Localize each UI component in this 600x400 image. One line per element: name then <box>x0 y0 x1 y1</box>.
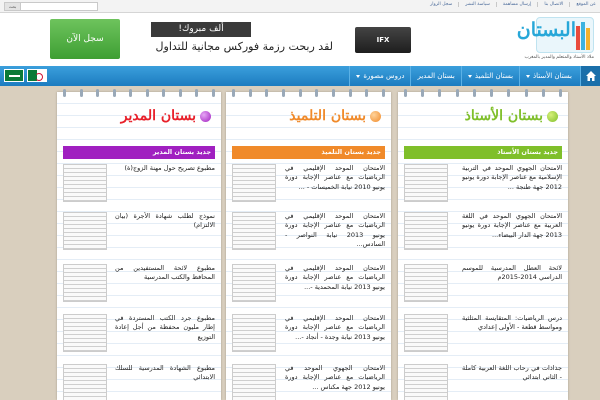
document-thumbnail[interactable] <box>404 314 448 352</box>
banner-subtitle: لقد ربحت رزمة فوركس مجانية للتداول <box>155 40 333 53</box>
saudi-flag-icon[interactable] <box>4 69 24 82</box>
list-item[interactable] <box>404 314 562 358</box>
document-thumbnail[interactable] <box>404 264 448 302</box>
list-item[interactable] <box>404 264 562 308</box>
top-link-policy[interactable]: سياسة النشر <box>465 2 497 7</box>
home-button[interactable] <box>580 66 600 86</box>
top-link-contact[interactable]: الاتصال بنا <box>544 2 570 7</box>
column-header: جديد بستان التلميذ <box>232 146 385 159</box>
column-title[interactable]: بستان الأستاذ <box>465 108 558 124</box>
list-item[interactable] <box>232 364 385 400</box>
nav-item-director[interactable] <box>410 66 460 86</box>
document-thumbnail[interactable] <box>232 314 276 352</box>
column-director <box>57 92 221 400</box>
entry-title[interactable]: لائحة العطل المدرسية للموسم الدراسي 2014-2015م <box>462 264 562 282</box>
entry-title[interactable]: مطبوع لائحة المستفيدين من المحافظ والكتب المدرسية <box>115 264 215 282</box>
logo-tagline: ملاذ الأستاذ والمتعلم والمدير بالمغرب <box>524 55 594 60</box>
entry-title[interactable]: نموذج لطلب شهادة الأجرة (بيان الالتزام) <box>115 212 215 230</box>
nav-item-label: دروس مصورة <box>363 72 405 80</box>
nav-item-student[interactable] <box>461 66 519 86</box>
orange-dot-icon <box>370 111 381 122</box>
document-thumbnail[interactable] <box>63 314 107 352</box>
green-dot-icon <box>547 111 558 122</box>
nav-item-teacher[interactable] <box>519 66 578 86</box>
top-bar <box>0 0 600 13</box>
home-icon <box>585 70 597 82</box>
document-thumbnail[interactable] <box>232 212 276 250</box>
search-input[interactable] <box>21 3 97 10</box>
ad-banner[interactable] <box>50 19 419 59</box>
algeria-flag-icon[interactable] <box>27 69 47 82</box>
chevron-down-icon <box>526 75 530 78</box>
entry-title[interactable]: الامتحان الجهوي الموحد في التربية الإسلامية مع عناصر الإجابة دورة يونيو 2012 جهة طنجة ... <box>462 164 562 191</box>
chevron-down-icon <box>468 75 472 78</box>
list-item[interactable] <box>232 164 385 208</box>
entry-title[interactable]: الامتحان الموحد الإقليمي في الرياضيات مع عناصر الإجابة دورة يونيو 2013 نيابة النواصر - السادس... <box>285 212 385 248</box>
top-link-about[interactable]: عن الموقع <box>576 2 596 7</box>
binder-rings <box>232 89 385 97</box>
nav-item-video-lessons[interactable] <box>349 66 410 86</box>
binder-rings <box>63 89 215 97</box>
list-item[interactable] <box>404 212 562 256</box>
search-button[interactable]: بحث <box>5 3 21 10</box>
nav-item-label: بستان الأستاذ <box>533 72 572 80</box>
document-thumbnail[interactable] <box>63 212 107 250</box>
entry-title[interactable]: الامتحان الموحد الإقليمي في الرياضيات مع عناصر الإجابة دورة يونيو 2013 نيابة وجدة - أنجاد -... <box>285 314 385 341</box>
purple-dot-icon <box>200 111 211 122</box>
banner-register-button[interactable]: سجل الآن <box>50 19 120 59</box>
entry-title[interactable]: مطبوع الشهادة المدرسية للسلك الابتدائي <box>115 364 215 382</box>
logo-text: البستان <box>516 19 576 41</box>
entry-title[interactable]: الامتحان الجهوي الموحد في الرياضيات مع عناصر الإجابة دورة يونيو 2012 جهة مكناس ... <box>285 364 385 391</box>
nav-items <box>349 66 578 86</box>
list-item[interactable] <box>404 164 562 208</box>
entry-title[interactable]: مطبوع تصريح حول مهنة الزوج(ة) <box>124 164 215 172</box>
column-student <box>226 92 391 400</box>
main-nav <box>0 66 600 86</box>
list-item[interactable] <box>232 264 385 308</box>
entry-title[interactable]: درس الرياضيات: المتقايسة المثلثية ومواسط قطعة - الأولى إعدادي <box>462 314 562 332</box>
entry-title[interactable]: الامتحان الجهوي الموحد في اللغة العربية مع عناصر الإجابة دورة يونيو 2013 جهة الدار البيضاء... <box>462 212 562 239</box>
column-teacher <box>398 92 568 400</box>
binder-rings <box>404 89 562 97</box>
entry-title[interactable]: جذاذات في رحاب اللغة العربية كاملة - الثاني ابتدائي <box>462 364 562 382</box>
column-header: جديد بستان المدير <box>63 146 215 159</box>
entry-title[interactable]: الامتحان الموحد الإقليمي في الرياضيات مع عناصر الإجابة دورة يونيو 2010 نيابة الخميسات - ... <box>285 164 385 191</box>
list-item[interactable] <box>232 314 385 358</box>
document-thumbnail[interactable] <box>404 364 448 400</box>
list-item[interactable] <box>63 212 215 256</box>
entry-title[interactable]: الامتحان الموحد الإقليمي في الرياضيات مع عناصر الإجابة دورة يونيو 2013 نيابة المحمدية -... <box>285 264 385 291</box>
document-thumbnail[interactable] <box>232 364 276 400</box>
banner-title: ألف مبروك! <box>151 22 251 37</box>
column-title[interactable]: بستان التلميذ <box>289 108 381 124</box>
document-thumbnail[interactable] <box>404 164 448 202</box>
top-link-submit[interactable]: إرسال مساهمة <box>503 2 538 7</box>
chevron-down-icon <box>356 75 360 78</box>
list-item[interactable] <box>63 364 215 400</box>
column-header: جديد بستان الأستاذ <box>404 146 562 159</box>
entry-title[interactable]: مطبوع جرد الكتب المستردة في إطار مليون محفظة من أجل إعادة التوزيع <box>115 314 215 341</box>
banner-brand-logo: IFX <box>355 27 411 53</box>
nav-item-label: بستان المدير <box>417 72 455 80</box>
country-flags <box>4 69 47 82</box>
books-icon <box>576 22 590 50</box>
list-item[interactable] <box>63 264 215 308</box>
search-box <box>4 2 98 11</box>
nav-item-label: بستان التلميذ <box>474 72 514 80</box>
site-header <box>0 13 600 66</box>
list-item[interactable] <box>63 314 215 358</box>
document-thumbnail[interactable] <box>63 164 107 202</box>
document-thumbnail[interactable] <box>232 164 276 202</box>
document-thumbnail[interactable] <box>404 212 448 250</box>
document-thumbnail[interactable] <box>63 264 107 302</box>
list-item[interactable] <box>404 364 562 400</box>
list-item[interactable] <box>63 164 215 208</box>
site-logo[interactable] <box>494 17 594 63</box>
document-thumbnail[interactable] <box>232 264 276 302</box>
list-item[interactable] <box>232 212 385 256</box>
document-thumbnail[interactable] <box>63 364 107 400</box>
top-links <box>430 2 596 7</box>
column-title[interactable]: بستان المدير <box>121 108 211 124</box>
top-link-guestbook[interactable]: سجل الزوار <box>430 2 459 7</box>
